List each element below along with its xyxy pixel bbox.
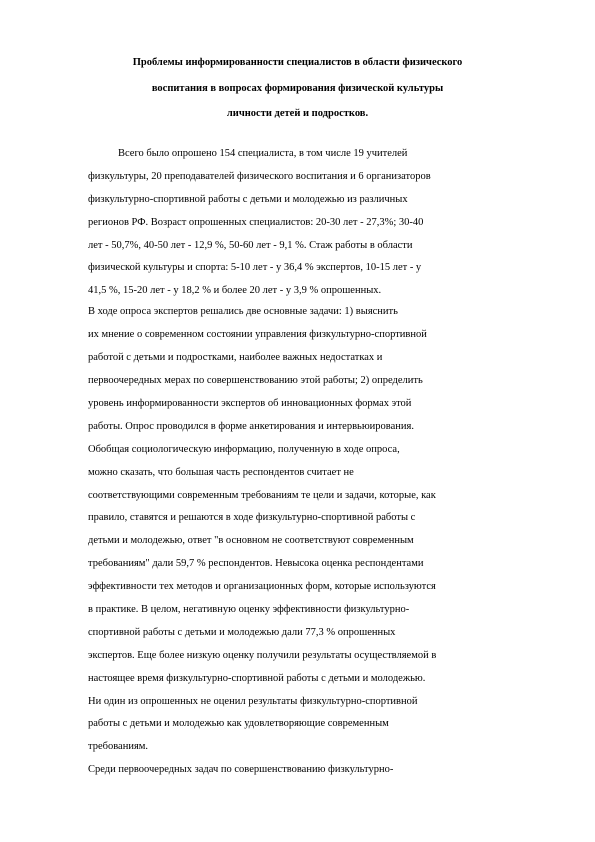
body-line: экспертов. Еще более низкую оценку получили результаты осуществляемой в xyxy=(88,650,437,661)
body-line: детьми и молодежью, ответ "в основном не соответствуют современным xyxy=(88,535,414,546)
title-line-2: воспитания в вопросах формирования физической культуры xyxy=(151,83,444,94)
body-line: уровень информированности экспертов об инновационных формах этой xyxy=(88,398,412,409)
body-line: их мнение о современном состоянии управления физкультурно-спортивной xyxy=(88,329,427,340)
body-line: физкультуры, 20 преподавателей физического воспитания и 6 организаторов xyxy=(88,171,431,182)
body-line: требованиям" дали 59,7 % респондентов. Невысока оценка респондентами xyxy=(88,558,424,569)
body-line: работы. Опрос проводился в форме анкетирования и интервьюирования. xyxy=(88,421,414,432)
body-line: соответствующими современным требованиям те цели и задачи, которые, как xyxy=(88,490,436,501)
body-line: настоящее время физкультурно-спортивной работы с детьми и молодежью. xyxy=(88,673,426,684)
body-line: эффективности тех методов и организационных форм, которые используются xyxy=(88,581,436,592)
body-line: регионов РФ. Возраст опрошенных специалистов: 20-30 лет - 27,3%; 30-40 xyxy=(88,217,424,228)
title-line-1: Проблемы информированности специалистов в области физического xyxy=(132,57,463,68)
body-line: спортивной работы с детьми и молодежью дали 77,3 % опрошенных xyxy=(88,627,396,638)
body-line: в практике. В целом, негативную оценку эффективности физкультурно- xyxy=(88,604,410,615)
body-line: требованиям. xyxy=(88,741,149,752)
body-line: физической культуры и спорта: 5-10 лет - у 36,4 % экспертов, 10-15 лет - у xyxy=(88,262,422,273)
body-line: Ни один из опрошенных не оценил результаты физкультурно-спортивной xyxy=(88,696,418,707)
body-line: работой с детьми и подростками, наиболее важных недостатках и xyxy=(88,352,383,363)
body-line: Всего было опрошено 154 специалиста, в том числе 19 учителей xyxy=(118,148,408,159)
body-line: лет - 50,7%, 40-50 лет - 12,9 %, 50-60 лет - 9,1 %. Стаж работы в области xyxy=(88,240,413,251)
body-line: правило, ставятся и решаются в ходе физкультурно-спортивной работы с xyxy=(88,512,416,523)
title-line-3: личности детей и подростков. xyxy=(226,108,369,119)
body-line: 41,5 %, 15-20 лет - у 18,2 % и более 20 лет - у 3,9 % опрошенных. xyxy=(88,285,382,296)
body-line: В ходе опроса экспертов решались две основные задачи: 1) выяснить xyxy=(88,306,398,317)
body-line: можно сказать, что большая часть респондентов считает не xyxy=(88,467,354,478)
body-line: работы с детьми и молодежью как удовлетворяющие современным xyxy=(88,718,389,729)
body-line: физкультурно-спортивной работы с детьми и молодежью из различных xyxy=(88,194,408,205)
body-line: первоочередных мерах по совершенствованию этой работы; 2) определить xyxy=(88,375,423,386)
body-line: Обобщая социологическую информацию, полученную в ходе опроса, xyxy=(88,444,400,455)
body-line: Среди первоочередных задач по совершенствованию физкультурно- xyxy=(88,764,394,775)
